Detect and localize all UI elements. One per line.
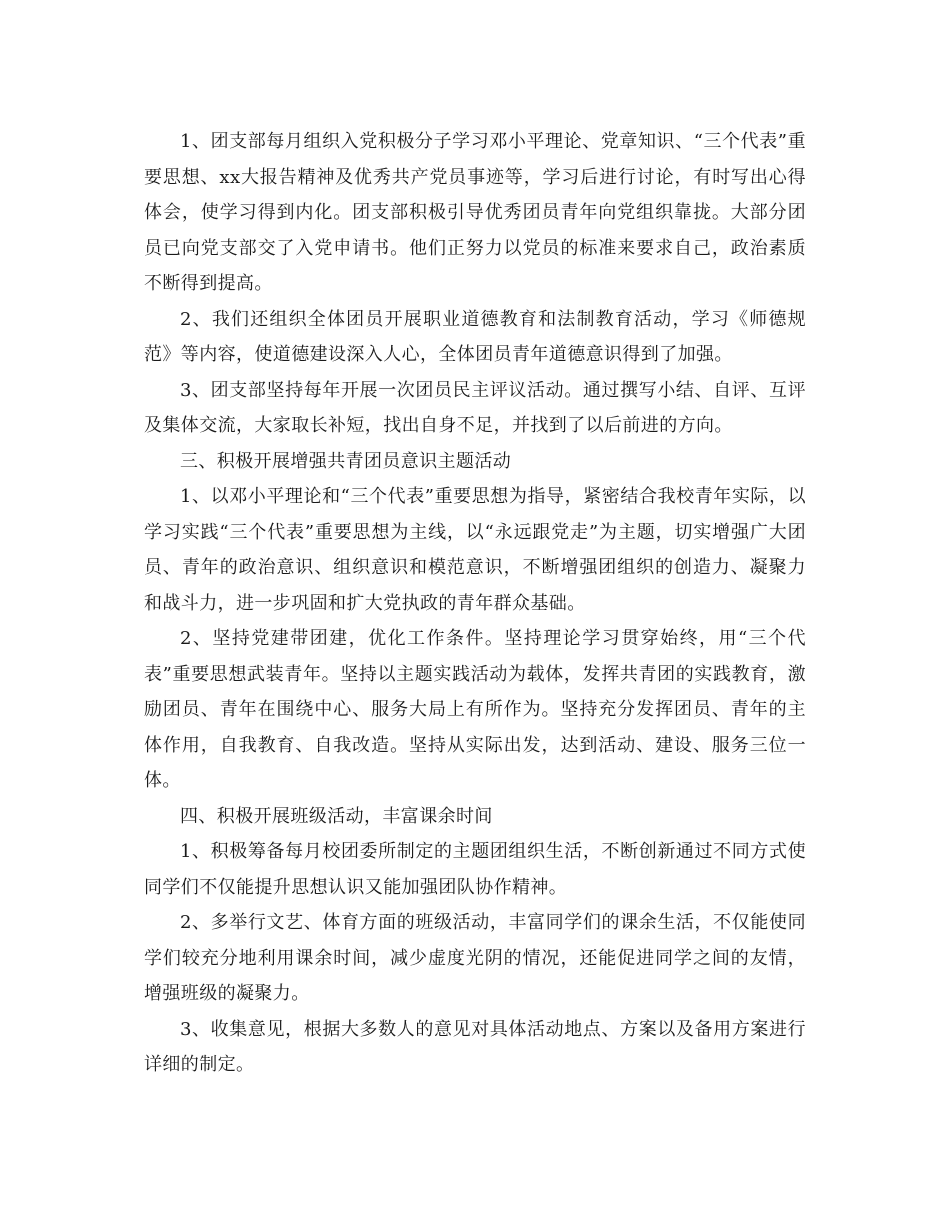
paragraph-3: 3、团支部坚持每年开展一次团员民主评议活动。通过撰写小结、自评、互评及集体交流，大家取长补短，找出自身不足，并找到了以后前进的方向。 (144, 379, 806, 436)
paragraph-8: 3、收集意见，根据大多数人的意见对具体活动地点、方案以及备用方案进行详细的制定。 (144, 1018, 806, 1075)
paragraph-4: 1、以邓小平理论和“三个代表”重要思想为指导，紧密结合我校青年实际，以学习实践“三个代表”重要思想为主线，以“永远跟党走”为主题，切实增强广大团员、青年的政治意识、组织意识和模范意识，不断增强团组织的创造力、凝聚力和战斗力，进一步巩固和扩大党执政的青年群众基础。 (144, 486, 806, 614)
paragraph-6: 1、积极筹备每月校团委所制定的主题团组织生活，不断创新通过不同方式使同学们不仅能提升思想认识又能加强团队协作精神。 (144, 841, 806, 898)
section-heading-3: 三、积极开展增强共青团员意识主题活动 (180, 450, 512, 472)
section-heading-4: 四、积极开展班级活动，丰富课余时间 (180, 805, 493, 827)
paragraph-7: 2、多举行文艺、体育方面的班级活动，丰富同学们的课余生活，不仅能使同学们较充分地利用课余时间，减少虚度光阴的情况，还能促进同学之间的友情，增强班级的凝聚力。 (144, 912, 806, 1004)
paragraph-5: 2、坚持党建带团建，优化工作条件。坚持理论学习贯穿始终，用“三个代表”重要思想武装青年。坚持以主题实践活动为载体，发挥共青团的实践教育，激励团员、青年在围绕中心、服务大局上有所作为。坚持充分发挥团员、青年的主体作用，自我教育、自我改造。坚持从实际出发，达到活动、建设、服务三位一体。 (144, 628, 806, 791)
paragraph-2: 2、我们还组织全体团员开展职业道德教育和法制教育活动，学习《师德规范》等内容，使道德建设深入人心，全体团员青年道德意识得到了加强。 (144, 308, 806, 365)
paragraph-1: 1、团支部每月组织入党积极分子学习邓小平理论、党章知识、“三个代表”重要思想、xx大报告精神及优秀共产党员事迹等，学习后进行讨论，有时写出心得体会，使学习得到内化。团支部积极引导优秀团员青年向党组织靠拢。大部分团员已向党支部交了入党申请书。他们正努力以党员的标准来要求自己，政治素质不断得到提高。 (144, 131, 806, 294)
document-body (144, 124, 806, 1083)
